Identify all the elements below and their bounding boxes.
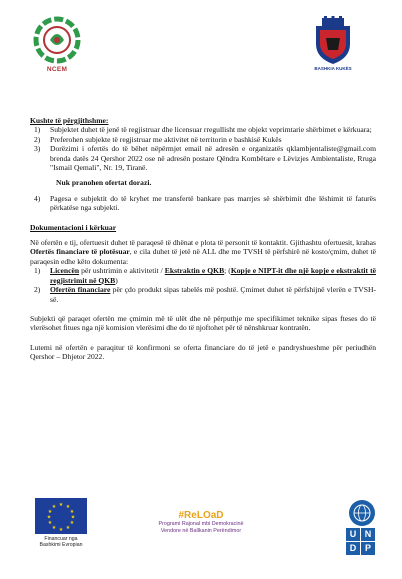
- eu-funding-logo: [28, 498, 94, 548]
- svg-text:★: ★: [47, 520, 53, 526]
- eu-flag-icon: [35, 498, 87, 534]
- svg-text:★: ★: [69, 520, 75, 526]
- svg-text:★: ★: [47, 509, 53, 515]
- kukes-logo-text: BASHKIA KUKËS: [314, 66, 352, 71]
- reload-title: #ReLOaD: [178, 510, 224, 521]
- undp-logo: [346, 500, 378, 555]
- list-item: 2) Preferohen subjekte të regjistruar me aktivitet në territorin e bashkisë Kukës: [34, 134, 282, 144]
- svg-text:★: ★: [51, 504, 57, 510]
- reload-program-logo: [126, 510, 276, 535]
- list-item: 4) Pagesa e subjektit do të kryhet me transfertë bankare pas marrjes së shërbimit dhe lëshimit të faturës përkatëse nga subjekti.: [34, 193, 376, 213]
- kukes-crest-icon: [310, 16, 356, 66]
- list-item: 1) Subjektet duhet të jenë të regjistruar dhe licensuar rregullisht me objekt veprimtarie shërbimet e kërkuara;: [34, 125, 372, 135]
- undp-letters: U N D P: [346, 528, 378, 555]
- reload-subtitle-2: Vendore në Ballkanin Perëndimor: [160, 528, 242, 534]
- un-globe-icon: [349, 500, 375, 526]
- ncem-emblem-icon: [28, 16, 86, 66]
- general-conditions-list: [30, 125, 376, 172]
- validity-paragraph: Lutemi në ofertën e paraqitur të konfirmoni se oferta financiare do të jetë e pandryshueshme për periudhën Qershor – Dhjetor 2022.: [30, 342, 376, 362]
- document-item-financial-offer: 2) Ofertën financiare për çdo produkt sipas tabelës më poshtë. Çmimet duhet të përfshijnë vlerën e TVSH-së.: [34, 285, 376, 304]
- eu-caption: Financuar nga Bashkimi Evropian: [39, 536, 83, 548]
- document-body: [30, 116, 376, 362]
- required-documents-intro: Në ofertën e tij, ofertuesit duhet të paraqesë të dhënat e plota të personit të kontaktit. Gjithashtu ofertuesit, krahas Ofertës financiare të plotësuar, e cila duhet të jetë në ALL dhe me TVSH të përfshirë në kosto/çmim, duhet të paraqesin edhe këto dokumenta:: [30, 238, 376, 266]
- kukes-municipality-logo: [310, 16, 356, 78]
- svg-text:★: ★: [65, 525, 71, 531]
- svg-text:★: ★: [58, 502, 64, 508]
- required-documents-heading: Dokumentacioni i kërkuar: [30, 222, 117, 232]
- general-conditions-heading: Kushte të përgjithshme:: [30, 116, 109, 125]
- svg-text:★: ★: [69, 509, 75, 515]
- award-paragraph: Subjekti që paraqet ofertën me çmimin më të ulët dhe në përputhje me specifikimet teknike sipas fteses do të vlerësohet fitues nga një komision vlerësimi dhe do të njoftohet për të nënshkruar kontratën.: [30, 313, 376, 333]
- ncem-logo-text: NCEM: [46, 66, 68, 73]
- svg-text:★: ★: [51, 525, 57, 531]
- svg-text:★: ★: [58, 527, 64, 533]
- svg-text:★: ★: [46, 514, 52, 521]
- no-hand-delivery-notice: Nuk pranohen ofertat dorazi.: [56, 178, 152, 188]
- ncem-logo: [28, 16, 86, 78]
- list-item: 3) Dorëzimi i ofertës do të bëhet nëpërmjet email në adresën e organizatës qklambjentaliste@gmail.com brenda datës 24 Qershor 2022 ose në adresën postare Qëndra Kombëtare e Lëvizjes Ambientaliste, Rruga "Ismail Qemali", Nr. 19, Tiranë.: [34, 144, 376, 173]
- document-item-license: 1) Licencën për ushtrimin e aktivitetit / Ekstraktin e QKB; (Kopje e NIPT-it dhe një kopje e ekstraktit të regjistrimit në QKB): [34, 266, 377, 285]
- svg-text:★: ★: [70, 514, 76, 521]
- reload-subtitle-1: Programi Rajonal mbi Demokracinë: [158, 521, 244, 527]
- svg-text:★: ★: [65, 504, 71, 510]
